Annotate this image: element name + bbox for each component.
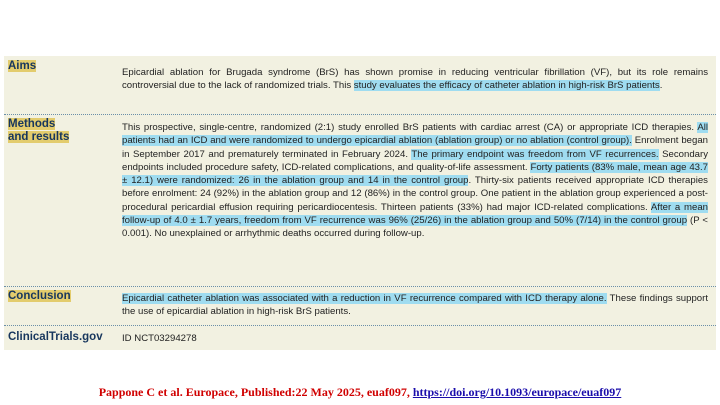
conclusion-label: Conclusion bbox=[8, 290, 71, 302]
aims-section bbox=[4, 56, 716, 115]
methods-text: This prospective, single-centre, randomized (2:1) study enrolled BrS patients with cardiac arrest (CA) or appropriate ICD therapies. All patients had an ICD and were randomized to undergo epicardial ablation (ablation group) or no ablation (control group). Enrolment began in September 2017 and prematurely terminated in February 2024. The primary endpoint was freedom from VF recurrences. Secondary endpoints included procedure safety, ICD-related complications, and quality-of-life assessment. Forty patients (83% male, mean age 43.7 ± 12.1) were randomized: 26 in the ablation group and 14 in the control group. Thirty-six patients received appropriate ICD therapies before enrolment: 24 (92%) in the ablation group and 12 (86%) in the control group. One patient in the ablation group experienced a post-procedural pericardial effusion requiring pericardiocentesis. Thirteen patients (33%) had major ICD-related complications. After a mean follow-up of 4.0 ± 1.7 years, freedom from VF recurrence was 96% (25/26) in the ablation group and 50% (7/14) in the control group (P < 0.001). No unexplained or arrhythmic deaths occurred during follow-up. bbox=[122, 122, 709, 240]
doi-link[interactable]: https://doi.org/10.1093/europace/euaf097 bbox=[412, 385, 622, 399]
conclusion-highlight: Epicardial catheter ablation was associated with a reduction in VF recurrence compared with ICD therapy alone. bbox=[122, 293, 607, 304]
conclusion-section bbox=[4, 286, 716, 326]
methods-highlight-patients: Forty patients (83% male, mean age 43.7 ± 12.1) were randomized: 26 in the ablation group and 14 in the control group bbox=[122, 161, 709, 187]
methods-highlight-endpoint: The primary endpoint was freedom from VF recurrences. bbox=[411, 148, 659, 160]
aims-label: Aims bbox=[8, 60, 37, 72]
methods-section bbox=[4, 114, 716, 287]
trials-id: ID NCT03294278 bbox=[122, 333, 197, 344]
methods-label: Methods and results bbox=[8, 118, 70, 143]
methods-highlight-randomization: All patients had an ICD and were randomized to undergo epicardial ablation (ablation group) or no ablation (control group). bbox=[122, 122, 708, 147]
citation: Pappone C et al. Europace, Published:22 May 2025, euaf097, https://doi.org/10.1093/europace/euaf097 bbox=[98, 385, 622, 399]
conclusion-text: Epicardial catheter ablation was associated with a reduction in VF recurrence compared with ICD therapy alone. These findings support the use of epicardial ablation in high-risk BrS patients. bbox=[122, 293, 708, 318]
graphical-abstract-panel bbox=[4, 56, 716, 350]
trials-section bbox=[4, 325, 716, 350]
aims-highlight: study evaluates the efficacy of catheter ablation in high-risk BrS patients bbox=[353, 80, 660, 92]
methods-highlight-followup: After a mean follow-up of 4.0 ± 1.7 years, freedom from VF recurrence was 96% (25/26) in the ablation group and 50% (7/14) in the control group bbox=[122, 201, 708, 227]
aims-text: Epicardial ablation for Brugada syndrome (BrS) has shown promise in reducing ventricular fibrillation (VF), but its role remains controversial due to the lack of randomized trials. This study evaluates the efficacy of catheter ablation in high-risk BrS patients. bbox=[122, 67, 708, 92]
trials-label: ClinicalTrials.gov bbox=[8, 331, 103, 343]
